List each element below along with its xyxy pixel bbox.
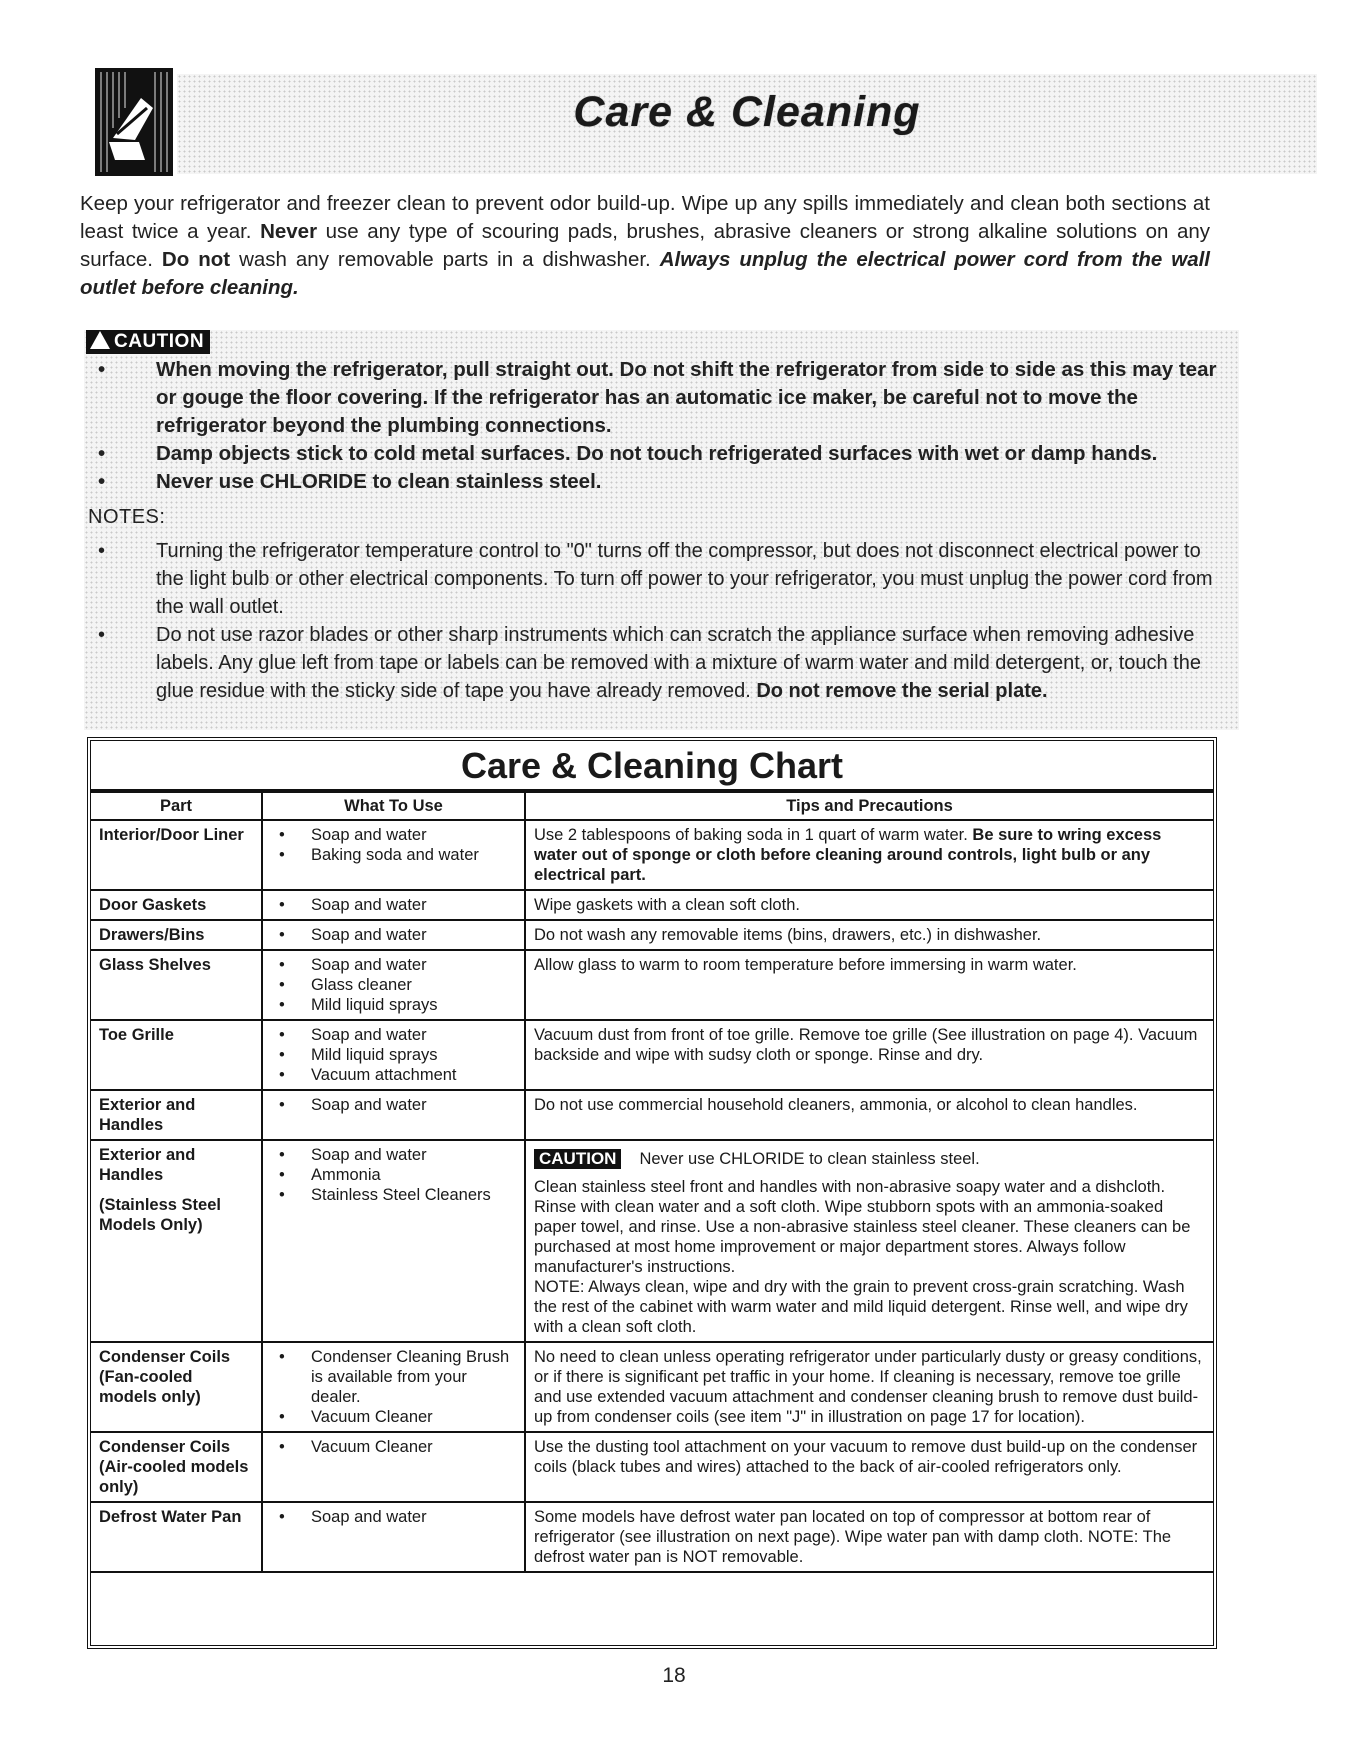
use-item: • Glass cleaner <box>271 975 516 995</box>
row-use <box>262 1020 525 1090</box>
row-use <box>262 1432 525 1502</box>
row-use <box>262 820 525 890</box>
row-tips: Vacuum dust from front of toe grille. Remove toe grille (See illustration on page 4). Vacuum backside and wipe with sudsy cloth or sponge. Rinse and dry. <box>525 1020 1213 1090</box>
row-use <box>262 890 525 920</box>
row-tips: Do not wash any removable items (bins, drawers, etc.) in dishwasher. <box>525 920 1213 950</box>
row-tips: Wipe gaskets with a clean soft cloth. <box>525 890 1213 920</box>
row-part: Defrost Water Pan <box>91 1502 262 1572</box>
table-header-row <box>91 792 1213 820</box>
page-title: Care & Cleaning <box>573 88 921 136</box>
use-item: • Soap and water <box>271 1095 516 1115</box>
header-tips: Tips and Precautions <box>525 792 1213 820</box>
use-item: • Condenser Cleaning Brush is available from your dealer. <box>271 1347 516 1407</box>
caution-badge-text: CAUTION <box>114 331 205 352</box>
use-item: • Soap and water <box>271 895 516 915</box>
page-header <box>95 68 1235 176</box>
caution-label <box>86 330 210 354</box>
row-tips: Some models have defrost water pan located on top of compressor at bottom rear of refrigerator (see illustration on next page). Wipe water pan with damp cloth. NOTE: The defrost water pan is NOT removable. <box>525 1502 1213 1572</box>
caution-badge <box>86 330 210 354</box>
care-cleaning-chart <box>87 737 1217 1649</box>
row-part: Drawers/Bins <box>91 920 262 950</box>
intro-do-not: Do not <box>161 248 231 271</box>
use-item: • Stainless Steel Cleaners <box>271 1185 516 1205</box>
use-item: • Baking soda and water <box>271 845 516 865</box>
header-band <box>177 74 1317 174</box>
note-item-text: Do not use razor blades or other sharp instruments which can scratch the appliance surface when removing adhesive labels. Any glue left from tape or labels can be removed with a mixture of warm water and mild detergent, or, touch the glue residue with the sticky side of tape you have already removed. <box>156 624 1201 702</box>
caution-item: • Damp objects stick to cold metal surfaces. Do not touch refrigerated surfaces with wet or damp hands. <box>84 440 1224 468</box>
chart-title: Care & Cleaning Chart <box>91 741 1213 791</box>
table-row <box>91 1140 1213 1342</box>
table-row <box>91 890 1213 920</box>
warning-triangle-icon <box>90 331 110 349</box>
table-row <box>91 1020 1213 1090</box>
use-item: • Vacuum Cleaner <box>271 1437 516 1457</box>
row-use <box>262 1090 525 1140</box>
table-row <box>91 920 1213 950</box>
row-part: Toe Grille <box>91 1020 262 1090</box>
row-part: Condenser Coils (Air-cooled models only) <box>91 1432 262 1502</box>
part-name: Exterior and Handles <box>99 1146 196 1184</box>
table-row <box>91 950 1213 1020</box>
row-tips <box>525 1140 1213 1342</box>
cleaning-hand-icon <box>95 68 173 176</box>
caution-list <box>84 356 1224 496</box>
tips-note: NOTE: Always clean, wipe and dry with the grain to prevent cross-grain scratching. Wash the rest of the cabinet with warm water and mild liquid detergent. Rinse well, and wipe dry with a clean soft cloth. <box>534 1278 1188 1336</box>
caution-item: • Never use CHLORIDE to clean stainless steel. <box>84 468 1224 496</box>
table-row <box>91 1502 1213 1572</box>
row-tips: Do not use commercial household cleaners, ammonia, or alcohol to clean handles. <box>525 1090 1213 1140</box>
caution-notes-box <box>84 330 1239 730</box>
use-item: • Vacuum attachment <box>271 1065 516 1085</box>
use-item: • Soap and water <box>271 1507 516 1527</box>
row-tips: No need to clean unless operating refrigerator under particularly dusty or greasy conditions, or if there is significant pet traffic in your home. If cleaning is necessary, remove toe grille and use extended vacuum attachment and condenser cleaning brush to remove dust build-up from condenser coils (see item "J" in illustration on page 17 for location). <box>525 1342 1213 1432</box>
row-part: Door Gaskets <box>91 890 262 920</box>
use-item: • Soap and water <box>271 955 516 975</box>
header-what-to-use: What To Use <box>262 792 525 820</box>
row-part: Interior/Door Liner <box>91 820 262 890</box>
table-row <box>91 1090 1213 1140</box>
intro-never: Never <box>260 220 318 243</box>
row-part: Condenser Coils (Fan-cooled models only) <box>91 1342 262 1432</box>
intro-text-3: wash any removable parts in a dishwasher. <box>230 248 660 271</box>
row-use <box>262 1342 525 1432</box>
row-tips: Allow glass to warm to room temperature before immersing in warm water. <box>525 950 1213 1020</box>
intro-unplug-warning: Always unplug the electrical power cord from the wall outlet before cleaning. <box>80 248 1210 299</box>
inline-caution-badge: CAUTION <box>534 1149 621 1169</box>
header-part: Part <box>91 792 262 820</box>
row-use <box>262 1140 525 1342</box>
use-item: • Mild liquid sprays <box>271 995 516 1015</box>
use-item: • Vacuum Cleaner <box>271 1407 516 1427</box>
note-item <box>84 621 1224 705</box>
row-use <box>262 920 525 950</box>
row-part: Glass Shelves <box>91 950 262 1020</box>
use-item: • Soap and water <box>271 825 516 845</box>
intro-text-2: use any type of scouring pads, brushes, abrasive cleaners or strong alkaline solutions on any surface. <box>80 220 1210 271</box>
note-item-bold: Do not remove the serial plate. <box>756 680 1048 702</box>
intro-text-1: Keep your refrigerator and freezer clean to prevent odor build-up. Wipe up any spills immediately and clean both sections at least twice a year. <box>80 192 1210 243</box>
page-number: 18 <box>662 1664 686 1687</box>
inline-caution-text: Never use CHLORIDE to clean stainless steel. <box>639 1150 980 1168</box>
part-sub: (Stainless Steel Models Only) <box>99 1196 221 1234</box>
use-item: • Ammonia <box>271 1165 516 1185</box>
table-row <box>91 1342 1213 1432</box>
row-use <box>262 950 525 1020</box>
note-item: • Turning the refrigerator temperature control to "0" turns off the compressor, but does not disconnect electrical power to the light bulb or other electrical components. To turn off power to your refrigerator, you must unplug the power cord from the wall outlet. <box>84 537 1224 621</box>
row-part: Exterior and Handles <box>91 1090 262 1140</box>
row-tips: Use the dusting tool attachment on your vacuum to remove dust build-up on the condenser coils (black tubes and wires) attached to the back of air-cooled refrigerators only. <box>525 1432 1213 1502</box>
table-row <box>91 1432 1213 1502</box>
use-item: • Soap and water <box>271 925 516 945</box>
notes-label: NOTES: <box>88 506 166 528</box>
row-use <box>262 1502 525 1572</box>
caution-item: • When moving the refrigerator, pull straight out. Do not shift the refrigerator from side to side as this may tear or gouge the floor covering. If the refrigerator has an automatic ice maker, be careful not to move the refrigerator beyond the plumbing connections. <box>84 356 1224 440</box>
use-item: • Soap and water <box>271 1145 516 1165</box>
tips-text: Clean stainless steel front and handles with non-abrasive soapy water and a dishcloth. Rinse with clean water and a soft cloth. Wipe stubborn spots with an ammonia-soaked paper towel, and rinse. Use a non-abrasive stainless steel cleaner. These cleaners can be purchased at most home improvement or major department stores. Always follow manufacturer's instructions. <box>534 1178 1191 1276</box>
row-tips <box>525 820 1213 890</box>
tips-text: Use 2 tablespoons of baking soda in 1 quart of warm water. <box>534 826 973 844</box>
chart-table <box>91 791 1213 1573</box>
table-row <box>91 820 1213 890</box>
row-part <box>91 1140 262 1342</box>
tips-bold: Be sure to wring excess water out of sponge or cloth before cleaning around controls, light bulb or any electrical part. <box>534 826 1162 884</box>
notes-list <box>84 537 1224 705</box>
intro-paragraph <box>80 190 1210 302</box>
use-item: • Soap and water <box>271 1025 516 1045</box>
use-item: • Mild liquid sprays <box>271 1045 516 1065</box>
